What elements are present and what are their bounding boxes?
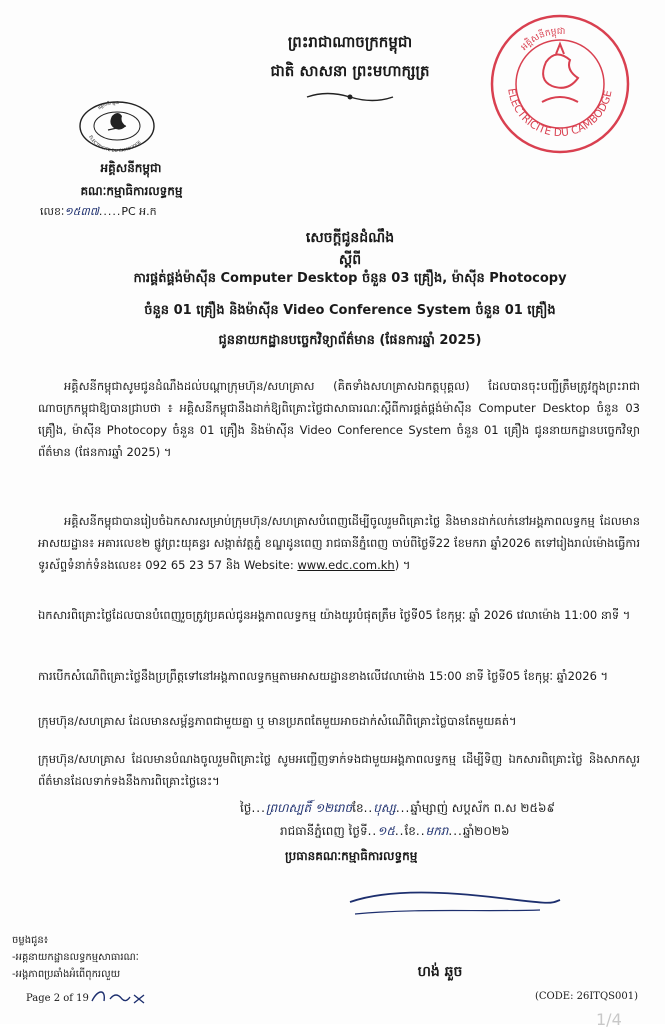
paragraph-intro: អគ្គិសនីកម្ពុជាសូមជូនដំណឹងដល់បណ្តាក្រុមហ៊ុន/សហគ្រាស (គិតទាំងសហគ្រាសឯកត្តបុគ្គល) ដែលបានចុះបញ្ជីត្រឹមត្រូវក្នុងព្រះរាជាណាចក្រកម្ពុជាឱ្យបានជ្រាបថា ៖ អគ្គិសនីកម្ពុជានឹងដាក់ឱ្យពិគ្រោះថ្លៃជាសាធារណៈស្តីពីការផ្គត់ផ្គង់ម៉ាស៊ីន Computer Desktop ចំនួន 03 គ្រឿង, ម៉ាស៊ីន Photocopy ចំនួន 01 គ្រឿង និងម៉ាស៊ីន Video Conference System ចំនួន 01 គ្រឿង ជូននាយកដ្ឋានបច្ចេកវិទ្យាព័ត៌មាន (ផែនការឆ្នាំ 2025) ។ bbox=[38, 379, 640, 459]
ref-number: ១៥៣៧ bbox=[64, 205, 99, 218]
lunar-prefix: ថ្ងៃ bbox=[240, 801, 252, 815]
paragraph-documents-text: អគ្គិសនីកម្ពុជាបានរៀបចំឯកសារសម្រាប់ក្រុមហ៊ុន/សហគ្រាសបំពេញដើម្បីចូលរួមពិគ្រោះថ្លៃ និងមានដាក់លក់នៅអង្គភាពលទ្ធកម្ម ដែលមានអាសយដ្ឋាន៖ អគារលេខ២ ផ្លូវព្រះយុគន្ធរ សង្កាត់វត្តភ្នំ ខណ្ឌដូនពេញ រាជធានីភ្នំពេញ ចាប់ពីថ្ងៃទី22 ខែមករា ឆ្នាំ2026 តទៅរៀងរាល់ម៉ោងធ្វើការ ទូរស័ព្ទទំនាក់ទំនងលេខ៖ 092 65 23 57 និង Website: bbox=[38, 514, 640, 572]
cc-item: -អង្គភាពប្រឆាំងអំពើពុករលួយ bbox=[12, 969, 121, 980]
notice-title: សេចក្តីជូនដំណឹង bbox=[305, 230, 395, 246]
paragraph-documents-end: ) ។ bbox=[394, 558, 411, 572]
solar-day: ១៥ bbox=[377, 824, 395, 838]
website-link[interactable]: www.edc.com.kh bbox=[297, 558, 395, 572]
solar-month-label: ខែ bbox=[404, 824, 416, 838]
notice-subject-label: ស្តីពី bbox=[338, 252, 362, 268]
cc-header: ចម្លងជូន៖ bbox=[12, 935, 49, 946]
paragraph-deadline: ឯកសារពិគ្រោះថ្លៃដែលបានបំពេញរួចត្រូវប្រគល់ជូនអង្គភាពលទ្ធកម្ម យ៉ាងយូរបំផុតត្រឹម ថ្ងៃទី05 ខែកុម្ភៈ ឆ្នាំ 2026 វេលាម៉ោង 11:00 នាទី ។ bbox=[38, 608, 631, 622]
motto-heading: ជាតិ សាសនា ព្រះមហាក្សត្រ bbox=[270, 62, 430, 80]
solar-prefix: រាជធានីភ្នំពេញ ថ្ងៃទី bbox=[280, 824, 368, 838]
official-stamp bbox=[486, 10, 634, 158]
committee-name: គណៈកម្មាធិការលទ្ធកម្ម bbox=[80, 184, 183, 198]
handwritten-signature bbox=[300, 878, 600, 938]
stamp-text: ELECTRICITE DU CAMBODGE bbox=[505, 87, 615, 140]
lunar-date-line: ថ្ងៃ...ព្រហស្បតិ៍ ១២រោចខែ..បុស្ស...ឆ្នាំម្សាញ់ សប្តស័ក ព.ស ២៥៦៩ bbox=[240, 801, 555, 815]
reference-line: លេខៈ១៥៣៧.....PC អ.ក bbox=[40, 205, 157, 218]
cc-list bbox=[12, 932, 139, 983]
svg-text:ELECTRICITE DU CAMBODGE bbox=[505, 87, 614, 139]
solar-month: មករា bbox=[425, 824, 449, 838]
kingdom-heading: ព្រះរាជាណាចក្រកម្ពុជា bbox=[287, 33, 413, 51]
org-name: អគ្គិសនីកម្ពុជា bbox=[100, 161, 162, 175]
ref-suffix: PC អ.ក bbox=[121, 205, 157, 218]
ref-prefix: លេខៈ bbox=[40, 205, 65, 218]
paragraph-contact: ក្រុមហ៊ុន/សហគ្រាស ដែលមានបំណងចូលរួមពិគ្រោះថ្លៃ សូមអញ្ជើញទាក់ទងជាមួយអង្គភាពលទ្ធកម្ម ដើម្បីទិញ ឯកសារពិគ្រោះថ្លៃ និងសាកសួរព័ត៌មានដែលទាក់ទងនឹងការពិគ្រោះថ្លៃនេះ។ bbox=[38, 752, 640, 788]
notice-subject-line-1: ការផ្គត់ផ្គង់ម៉ាស៊ីន Computer Desktop ចំនួន 03 គ្រឿង, ម៉ាស៊ីន Photocopy bbox=[133, 271, 567, 286]
cc-item: -អគ្គនាយកដ្ឋានលទ្ធកម្មសាធារណៈ bbox=[12, 952, 139, 963]
solar-date-line: រាជធានីភ្នំពេញ ថ្ងៃទី..១៥..ខែ..មករា...ឆ្នាំ២០២៦ bbox=[280, 824, 510, 838]
edc-logo bbox=[78, 100, 156, 152]
ornament-divider-icon bbox=[305, 90, 395, 104]
signatory-name: ហង់ ឆួច bbox=[417, 964, 463, 980]
paragraph-documents bbox=[38, 510, 640, 576]
lunar-suffix: ឆ្នាំម្សាញ់ សប្តស័ក ព.ស ២៥៦៩ bbox=[410, 801, 555, 815]
stamp-top-text: អគ្គិសនីកម្ពុជា bbox=[519, 26, 566, 53]
signatory-title: ប្រធានគណៈកម្មាធិការលទ្ធកម្ម bbox=[285, 849, 418, 863]
svg-text:ELECTRICITE DU CAMBODGE bbox=[88, 135, 142, 152]
handwritten-initials bbox=[88, 985, 158, 1007]
page-number: Page 2 of 19 bbox=[26, 993, 89, 1004]
logo-text: ELECTRICITE DU CAMBODGE bbox=[88, 134, 142, 152]
notice-subject-line-2: ចំនួន 01 គ្រឿង និងម៉ាស៊ីន Video Conference System ចំនួន 01 គ្រឿង bbox=[144, 303, 556, 318]
logo-top-text: អគ្គិសនីកម្ពុជា bbox=[96, 100, 120, 111]
paragraph-affiliation: ក្រុមហ៊ុន/សហគ្រាស ដែលមានសម្ព័ន្ធភាពជាមួយគ្នា ឬ មានប្រភពតែមួយអាចដាក់សំណើពិគ្រោះថ្លៃបានតែមួយគត់។ bbox=[38, 714, 517, 728]
paragraph-opening: ការបើកសំណើពិគ្រោះថ្លៃនឹងប្រព្រឹត្តទៅនៅអង្គភាពលទ្ធកម្មតាមអាសយដ្ឋានខាងលើវេលាម៉ោង 15:00 នាទី ថ្ងៃទី05 ខែកុម្ភៈ ឆ្នាំ2026 ។ bbox=[38, 669, 609, 683]
lunar-month: បុស្ស bbox=[373, 801, 396, 815]
notice-subject-line-3: ជូននាយកដ្ឋានបច្ចេកវិទ្យាព័ត៌មាន (ផែនការឆ្នាំ 2025) bbox=[218, 333, 482, 348]
document-code: (CODE: 26ITQS001) bbox=[535, 991, 638, 1002]
svg-text:អគ្គិសនីកម្ពុជា bbox=[97, 100, 120, 110]
lunar-day: ព្រហស្បតិ៍ ១២រោច bbox=[265, 801, 353, 815]
solar-suffix: ឆ្នាំ២០២៦ bbox=[462, 824, 510, 838]
viewer-page-indicator: 1/4 bbox=[596, 1010, 622, 1029]
lunar-month-label: ខែ bbox=[352, 801, 364, 815]
